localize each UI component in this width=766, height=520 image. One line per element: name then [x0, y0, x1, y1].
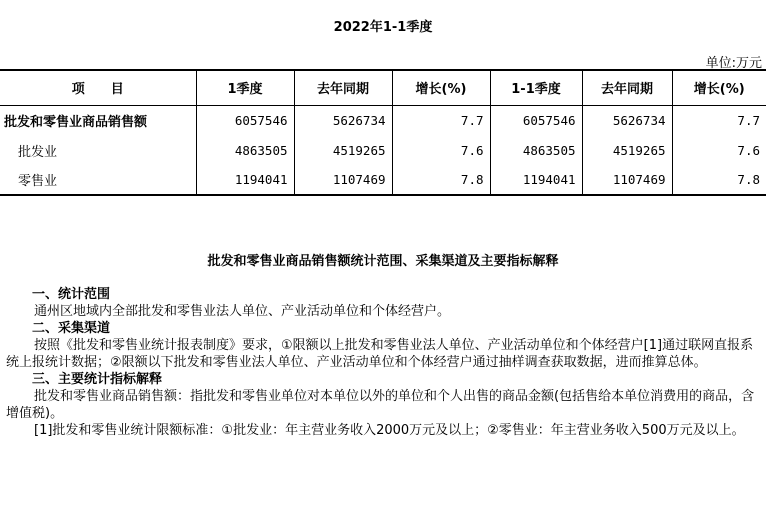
footnote-text: [1]批发和零售业统计限额标准：①批发业：年主营业务收入2000万元及以上；②零售业：年主营业务收入500万元及以上。: [34, 423, 745, 438]
table-cell: 4863505: [490, 135, 582, 165]
section-text: 按照《批发和零售业统计报表制度》要求，①限额以上批发和零售业法人单位、产业活动单位和个体经营户[1]通过联网直报系统上报统计数据；②限额以下批发和零售业法人单位、产业活动单位和个体经营户通过抽样调查获取数据，进而推算总体。: [6, 338, 754, 370]
table-row: [0, 105, 766, 135]
section-heading: 三、主要统计指标解释: [32, 372, 163, 387]
header-growth: 增长(%): [392, 70, 490, 105]
table-cell: 5626734: [294, 105, 392, 135]
header-last-year: 去年同期: [294, 70, 392, 105]
table-cell: 7.6: [672, 135, 766, 165]
table-row: [0, 165, 766, 195]
table-cell: 1194041: [196, 165, 294, 195]
table-cell: 6057546: [490, 105, 582, 135]
table-cell: 7.6: [392, 135, 490, 165]
table-cell: 4519265: [582, 135, 672, 165]
table-cell: 7.7: [672, 105, 766, 135]
table-row: [0, 135, 766, 165]
section-heading: 一、统计范围: [32, 287, 111, 302]
sales-table: [0, 69, 766, 196]
table-cell: 4519265: [294, 135, 392, 165]
row-label: 批发业: [18, 144, 58, 160]
section-heading: 二、采集渠道: [32, 321, 111, 336]
table-cell: 7.7: [392, 105, 490, 135]
row-label: 零售业: [0, 165, 196, 195]
header-item: 项 目: [0, 70, 196, 105]
table-cell: 1107469: [294, 165, 392, 195]
table-cell: 7.8: [672, 165, 766, 195]
notes-title: 批发和零售业商品销售额统计范围、采集渠道及主要指标解释: [207, 254, 559, 269]
row-label: 批发和零售业商品销售额: [4, 114, 148, 130]
header-q1-cumulative: 1-1季度: [490, 70, 582, 105]
header-q1: 1季度: [196, 70, 294, 105]
table-cell: 6057546: [196, 105, 294, 135]
table-cell: 1107469: [582, 165, 672, 195]
section-text: 批发和零售业商品销售额：指批发和零售业单位对本单位以外的单位和个人出售的商品金额(包括售给本单位消费用的商品，含增值税)。: [6, 389, 755, 421]
table-cell: 7.8: [392, 165, 490, 195]
notes-body: [6, 286, 762, 439]
table-header-row: [0, 70, 766, 105]
table-cell: 4863505: [196, 135, 294, 165]
header-last-year-cumulative: 去年同期: [582, 70, 672, 105]
header-growth-cumulative: 增长(%): [672, 70, 766, 105]
report-title: 2022年1-1季度: [333, 20, 433, 35]
table-cell: 1194041: [490, 165, 582, 195]
table-cell: 5626734: [582, 105, 672, 135]
unit-label: 单位:万元: [705, 56, 762, 71]
section-text: 通州区地域内全部批发和零售业法人单位、产业活动单位和个体经营户。: [34, 304, 451, 319]
